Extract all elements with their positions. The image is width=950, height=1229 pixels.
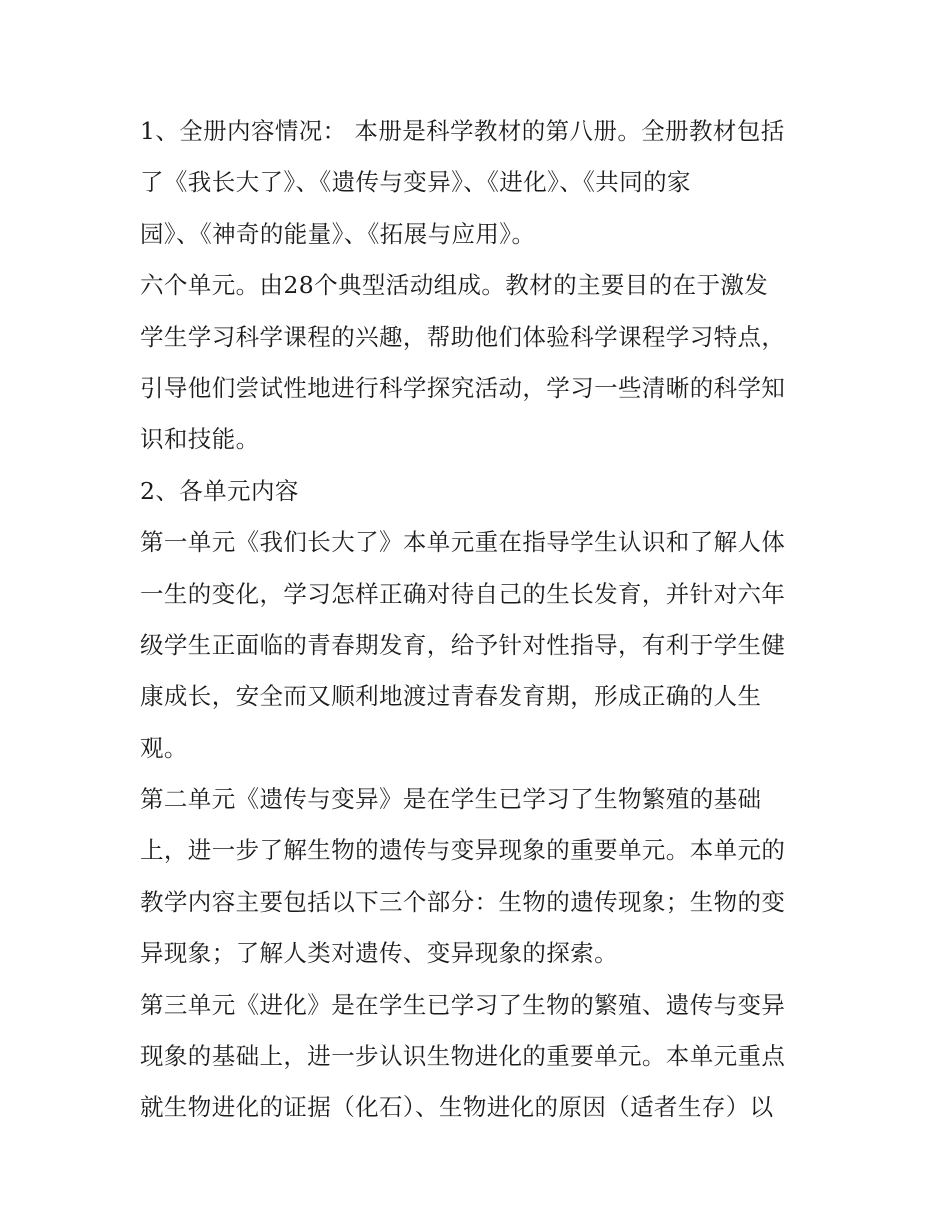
text-line: 观。 [140, 733, 188, 762]
text-line: 六个单元。由28个典型活动组成。教材的主要目的在于激发 [140, 271, 769, 300]
text-line: 园》、《神奇的能量》、《拓展与应用》。 [140, 219, 536, 248]
text-line: 第三单元《进化》是在学生已学习了生物的繁殖、遗传与变异 [140, 990, 786, 1019]
text-line: 异现象；了解人类对遗传、变异现象的探索。 [140, 939, 618, 968]
text-line: 教学内容主要包括以下三个部分：生物的遗传现象；生物的变 [140, 887, 786, 916]
text-line: 就生物进化的证据（化石）、生物进化的原因（适者生存）以 [140, 1093, 774, 1122]
text-line: 一生的变化，学习怎样正确对待自己的生长发育，并针对六年 [140, 579, 786, 608]
text-line: 现象的基础上，进一步认识生物进化的重要单元。本单元重点 [140, 1042, 786, 1071]
text-line: 康成长，安全而又顺利地渡过青春发育期，形成正确的人生 [140, 682, 762, 711]
text-line: 识和技能。 [140, 425, 260, 454]
text-line: 级学生正面临的青春期发育，给予针对性指导，有利于学生健 [140, 630, 786, 659]
section-heading: 2、各单元内容 [140, 476, 299, 505]
text-line: 第一单元《我们长大了》本单元重在指导学生认识和了解人体 [140, 528, 786, 557]
text-line: 引导他们尝试性地进行科学探究活动，学习一些清晰的科学知 [140, 373, 786, 402]
text-line: 上，进一步了解生物的遗传与变异现象的重要单元。本单元的 [140, 836, 786, 865]
text-line: 1、全册内容情况： 本册是科学教材的第八册。全册教材包括 [140, 117, 785, 145]
text-line: 学生学习科学课程的兴趣，帮助他们体验科学课程学习特点， [140, 322, 786, 351]
text-line: 第二单元《遗传与变异》是在学生已学习了生物繁殖的基础 [140, 785, 762, 814]
text-line: 了《我长大了》、《遗传与变异》、《进化》、《共同的家 [140, 168, 691, 197]
document-body [140, 106, 820, 1134]
